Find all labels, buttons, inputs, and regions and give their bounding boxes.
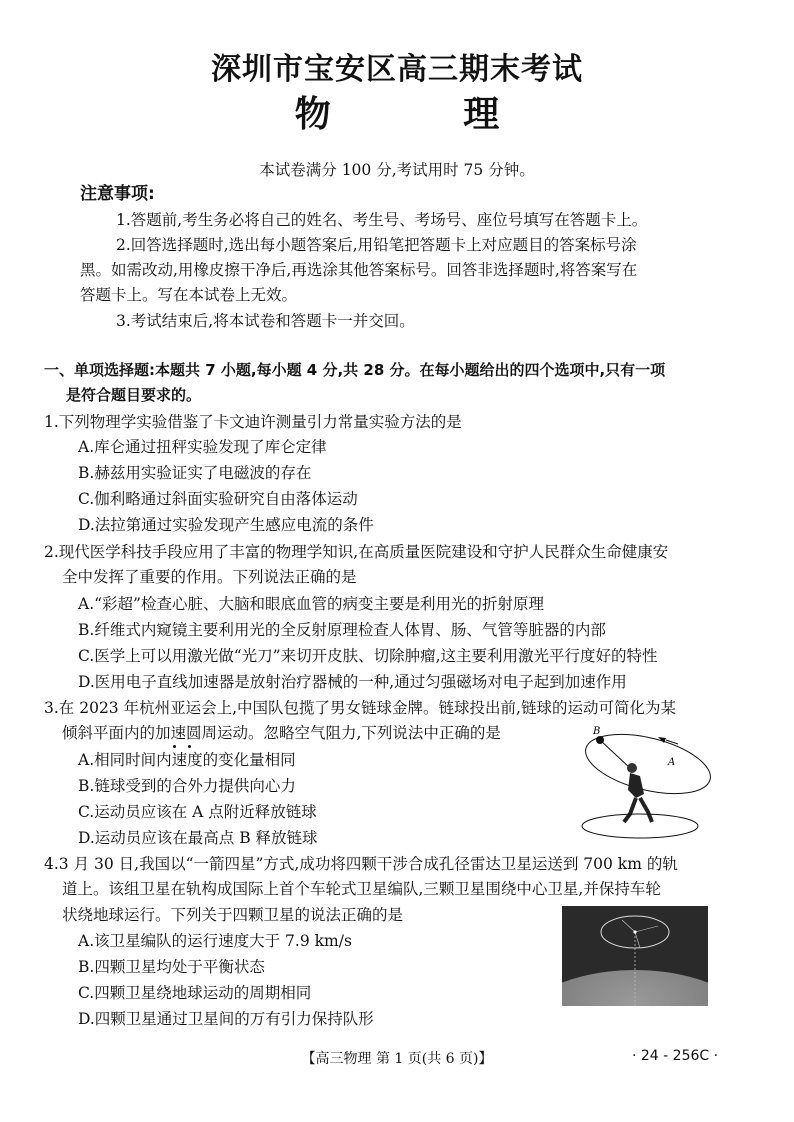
q1-option-a: A.库仑通过扭秤实验发现了库仑定律 (78, 438, 327, 456)
label-b: B (593, 726, 601, 737)
q2-option-b: B.纤维式内窥镜主要利用光的全反射原理检查人体胃、肠、气管等脏器的内部 (78, 621, 606, 639)
center-satellite-icon (633, 930, 636, 933)
page-footer: 【高三物理 第 1 页(共 6 页)】 (301, 1051, 493, 1067)
athlete-legs (624, 798, 652, 822)
section-heading: 一、单项选择题:本题共 7 小题,每小题 4 分,共 28 分。在每小题给出的四个选项中,只有一项 (44, 361, 666, 379)
section-heading-cont: 是符合题目要求的。 (66, 386, 202, 404)
paper-code: · 24 - 256C · (632, 1048, 719, 1064)
q4-option-b: B.四颗卫星均处于平衡状态 (78, 958, 265, 976)
q3-stem-2: 倾斜平面内的加速圆周运动。忽略空气阻力,下列说法中正确的是 (62, 724, 501, 742)
notice-line-5: 3.考试结束后,将本试卷和答题卡一并交回。 (116, 312, 415, 330)
q3-option-b: B.链球受到的合外力提供向心力 (78, 777, 296, 795)
q2-option-d: D.医用电子直线加速器是放射治疗器械的一种,通过匀强磁场对电子起到加速作用 (78, 673, 627, 691)
q2-stem-1: 2.现代医学科技手段应用了丰富的物理学知识,在高质量医院建设和守护人民群众生命健康安 (44, 543, 669, 561)
exam-intro: 本试卷满分 100 分,考试用时 75 分钟。 (259, 161, 535, 179)
subject-title: 物 理 (294, 94, 560, 135)
q1-option-d: D.法拉第通过实验发现产生感应电流的条件 (78, 516, 374, 534)
label-a: A (668, 757, 676, 768)
q4-option-a: A.该卫星编队的运行速度大于 7.9 km/s (78, 932, 352, 950)
satellite-photo (562, 906, 708, 1006)
q4-stem-2: 道上。该组卫星在轨构成国际上首个车轮式卫星编队,三颗卫星围绕中心卫星,并保持车轮 (62, 880, 661, 898)
q3-option-d: D.运动员应该在最高点 B 释放链球 (78, 829, 318, 847)
emphasis-dot (173, 745, 176, 748)
q2-option-c: C.医学上可以用激光做“光刀”来切开皮肤、切除肿瘤,这主要利用激光平行度好的特性 (78, 647, 658, 665)
q1-option-b: B.赫兹用实验证实了电磁波的存在 (78, 464, 312, 482)
hammer-throw-figure (578, 718, 730, 844)
q3-option-c: C.运动员应该在 A 点附近释放链球 (78, 803, 317, 821)
q1-stem: 1.下列物理学实验借鉴了卡文迪许测量引力常量实验方法的是 (44, 413, 462, 431)
athlete-torso (628, 773, 644, 798)
q4-option-c: C.四颗卫星绕地球运动的周期相同 (78, 984, 312, 1002)
direction-arrow (666, 740, 678, 744)
notice-heading: 注意事项: (80, 184, 155, 204)
notice-line-4: 答题卡上。写在本试卷上无效。 (80, 286, 298, 304)
emphasis-dot (188, 745, 191, 748)
notice-line-2: 2.回答选择题时,选出每小题答案后,用铅笔把答题卡上对应题目的答案标号涂 (116, 236, 637, 254)
exam-title: 深圳市宝安区高三期末考试 (211, 52, 583, 87)
q4-stem-1: 4.3 月 30 日,我国以“一箭四星”方式,成功将四颗干涉合成孔径雷达卫星运送到 700 km 的轨 (44, 855, 678, 873)
notice-line-1: 1.答题前,考生务必将自己的姓名、考生号、考场号、座位号填写在答题卡上。 (116, 211, 648, 229)
hammer-wire (600, 740, 630, 768)
q2-option-a: A.“彩超”检查心脏、大脑和眼底血管的病变主要是利用光的折射原理 (78, 595, 544, 613)
notice-line-3: 黑。如需改动,用橡皮擦干净后,再选涂其他答案标号。回答非选择题时,将答案写在 (80, 261, 638, 279)
q4-stem-3: 状绕地球运行。下列关于四颗卫星的说法正确的是 (62, 906, 404, 924)
athlete-head (627, 763, 637, 773)
q3-option-a: A.相同时间内速度的变化量相同 (78, 751, 296, 769)
q3-stem-1: 3.在 2023 年杭州亚运会上,中国队包揽了男女链球金牌。链球投出前,链球的运动可简化为某 (44, 699, 676, 717)
q2-stem-2: 全中发挥了重要的作用。下列说法正确的是 (62, 568, 357, 586)
throwing-circle (582, 814, 698, 838)
q4-option-d: D.四颗卫星通过卫星间的万有引力保持队形 (78, 1010, 374, 1028)
q1-option-c: C.伽利略通过斜面实验研究自由落体运动 (78, 490, 358, 508)
